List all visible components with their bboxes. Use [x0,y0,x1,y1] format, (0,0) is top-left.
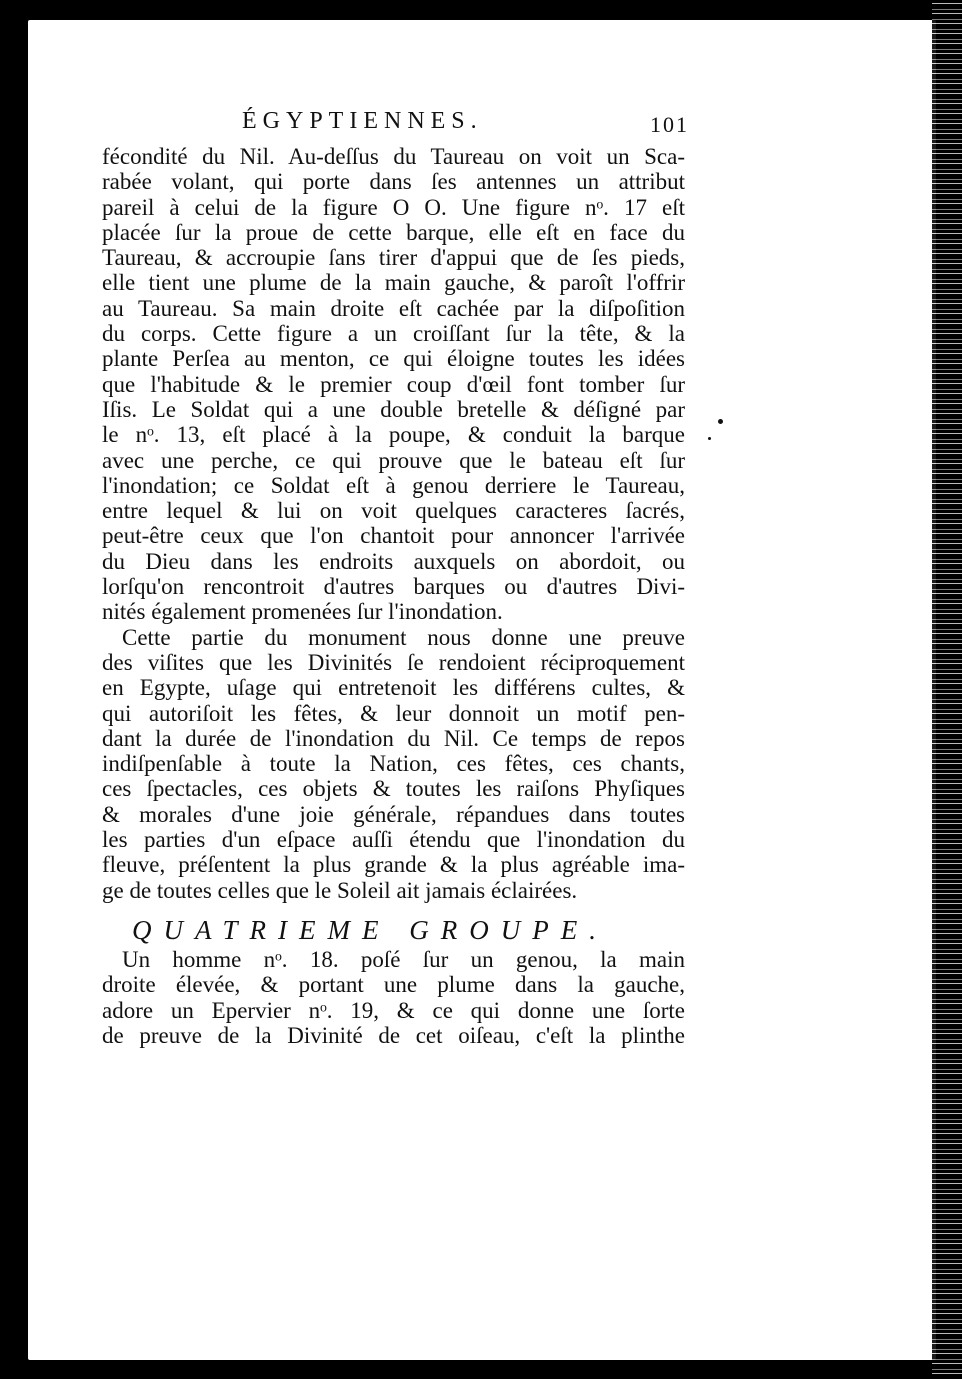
text-line: l'inondation; ce Soldat eſt à genou derriere le Taureau, [102,472,685,498]
text-line: entre lequel & lui on voit quelques caracteres ſacrés, [102,498,685,524]
text-line: de preuve de la Divinité de cet oiſeau, c'eſt la plinthe [102,1022,685,1048]
margin-mark [718,419,723,424]
text-line: Un homme nᵒ. 18. poſé ſur un genou, la main [122,946,685,972]
text-line: le nᵒ. 13, eſt placé à la poupe, & conduit la barque [102,422,685,448]
text-line: des viſites que les Divinités ſe rendoient réciproquement [102,649,685,675]
text-line: peut-être ceux que l'on chantoit pour annoncer l'arrivée [102,523,685,549]
running-head-title: ÉGYPTIENNES. [242,108,483,134]
text-line: lorſqu'on rencontroit d'autres barques ou d'autres Divi- [102,574,685,600]
text-line: du Dieu dans les endroits auxquels on abordoit, ou [102,548,685,574]
text-line: au Taureau. Sa main droite eſt cachée par la diſpoſition [102,295,685,321]
paragraph-1 [102,144,685,625]
text-line: les parties d'un eſpace auſſi étendu que l'inondation du [102,827,685,853]
text-line: adore un Epervier nᵒ. 19, & ce qui donne une ſorte [102,997,685,1023]
paragraph-2 [102,625,685,903]
text-line: Iſis. Le Soldat qui a une double bretelle & déſigné par [102,396,685,422]
text-line: fécondité du Nil. Au-deſſus du Taureau on voit un Sca- [102,144,685,169]
margin-mark [708,437,711,440]
text-line: plante Perſea au menton, ce qui éloigne toutes les idées [102,346,685,372]
text-line: dant la durée de l'inondation du Nil. Ce temps de repos [102,725,685,751]
text-line: que l'habitude & le premier coup d'œil font tomber ſur [102,371,685,397]
text-column [102,108,689,1048]
running-head [102,108,689,144]
text-line: pareil à celui de la figure O O. Une figure nᵒ. 17 eſt [102,194,685,220]
text-line: placée ſur la proue de cette barque, elle eſt en face du [102,219,685,245]
section-heading: QUATRIEME GROUPE. [132,914,608,945]
text-line: ge de toutes celles que le Soleil ait jamais éclairées. [102,877,578,903]
text-line: fleuve, préſentent la plus grande & la plus agréable ima- [102,852,685,878]
text-line: en Egypte, uſage qui entretenoit les différens cultes, & [102,675,685,701]
text-line: avec une perche, ce qui prouve que le bateau eſt ſur [102,447,685,473]
text-line: rabée volant, qui porte dans ſes antennes un attribut [102,169,685,195]
text-line: du corps. Cette figure a un croiſſant ſur la tête, & la [102,321,685,347]
text-line: Cette partie du monument nous donne une preuve [122,624,685,650]
text-line: qui autoriſoit les fêtes, & leur donnoit un motif pen- [102,700,685,726]
text-line: ces ſpectacles, ces objets & toutes les raiſons Phyſiques [102,776,685,802]
text-line: elle tient une plume de la main gauche, & paroît l'offrir [102,270,685,296]
text-line: droite élevée, & portant une plume dans la gauche, [102,972,685,998]
text-line: indiſpenſable à toute la Nation, ces fêtes, ces chants, [102,751,685,777]
page-number: 101 [650,112,689,137]
paragraph-3 [102,947,685,1048]
text-line: & morales d'une joie générale, répandues dans toutes [102,801,685,827]
text-line: Taureau, & accroupie ſans tirer d'appui que de ſes pieds, [102,245,685,271]
text-line: nités également promenées ſur l'inondation. [102,599,503,625]
page-edge-decoration [932,0,962,1379]
